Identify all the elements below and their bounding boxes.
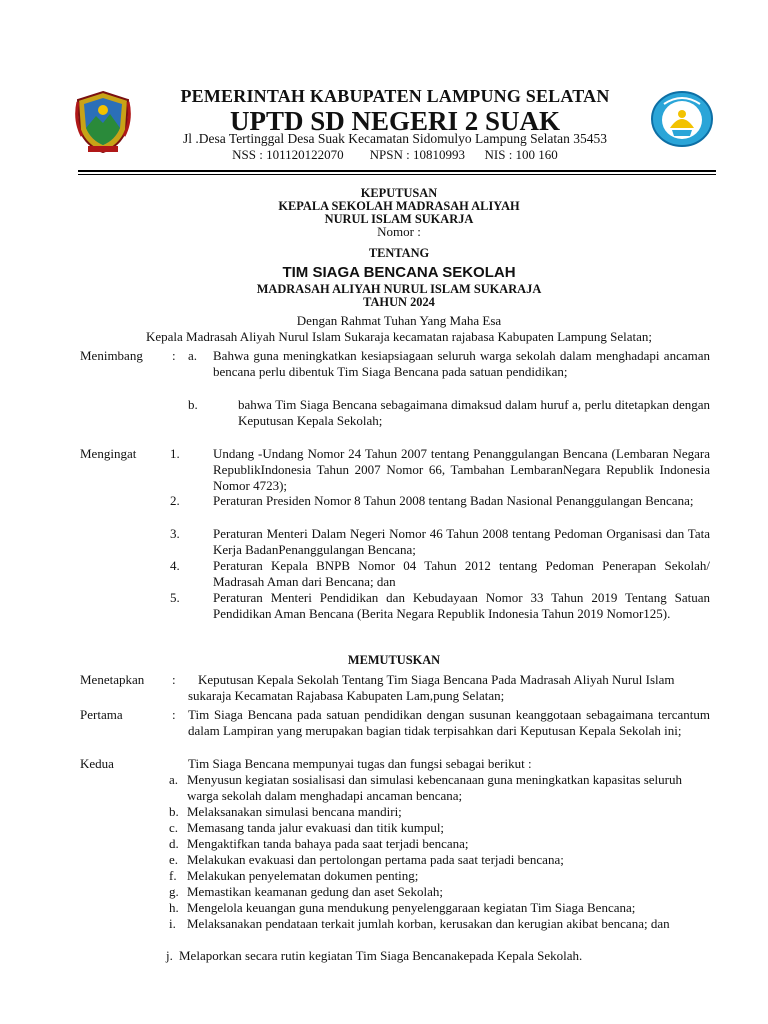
mengingat-item-5: Peraturan Menteri Pendidikan dan Kebudayaan Nomor 33 Tahun 2019 Tentang Satuan Pendidikan Aman Bencana (Berita Negara Republik Indonesia Tahun 2019 Nomor125). (213, 590, 710, 621)
kedua-intro: Tim Siaga Bencana mempunyai tugas dan fungsi sebagai berikut : (188, 756, 532, 771)
kedua-item-g: Memastikan keamanan gedung dan aset Sekolah; (187, 884, 443, 899)
kedua-mark-b: b. (169, 804, 179, 819)
school-name: UPTD SD NEGERI 2 SUAK (229, 106, 561, 136)
kedua-mark-c: c. (169, 820, 179, 835)
government-name: PEMERINTAH KABUPATEN LAMPUNG SELATAN (180, 86, 610, 106)
kedua-mark-h: h. (169, 900, 179, 915)
mengingat-item-3: Peraturan Menteri Dalam Negeri Nomor 46 Tahun 2008 tentang Pedoman Organisasi dan Tata Kerja BadanPenanggulangan Bencana; (213, 526, 710, 557)
menimbang-mark-a: a. (188, 348, 198, 363)
kedua-item-i: Melaksanakan pendataan terkait jumlah korban, kerusakan dan kerugian akibat bencana; dan (187, 916, 670, 931)
title-nurul: NURUL ISLAM SUKARJA (324, 212, 474, 226)
header-divider-thin (78, 174, 716, 175)
kedua-mark-e: e. (169, 852, 179, 867)
menetapkan-colon: : (172, 672, 176, 687)
menimbang-mark-b: b. (188, 397, 198, 412)
school-address: Jl .Desa Tertinggal Desa Suak Kecamatan Sidomulyo Lampung Selatan 35453 (183, 131, 607, 146)
title-kepala: KEPALA SEKOLAH MADRASAH ALIYAH (278, 199, 520, 213)
menimbang-item-a: Bahwa guna meningkatkan kesiapsiagaan seluruh warga sekolah dalam menghadapi ancaman bencana perlu dibentuk Tim Siaga Bencana pada satuan pendidikan; (213, 348, 710, 379)
title-tentang: TENTANG (368, 246, 430, 260)
pertama-label: Pertama (80, 707, 123, 722)
mengingat-mark-1: 1. (170, 446, 180, 461)
kedua-item-h: Mengelola keuangan guna mendukung penyelenggaraan kegiatan Tim Siaga Bencana; (187, 900, 636, 915)
kedua-mark-f: f. (169, 868, 177, 883)
school-ids: NSS : 101120122070 NPSN : 10810993 NIS : 100 160 (232, 147, 558, 162)
kedua-mark-i: i. (169, 916, 176, 931)
mengingat-mark-4: 4. (170, 558, 180, 573)
title-keputusan: KEPUTUSAN (360, 186, 438, 200)
mengingat-label: Mengingat (80, 446, 137, 461)
kedua-item-e: Melakukan evakuasi dan pertolongan pertama pada saat terjadi bencana; (187, 852, 564, 867)
header-divider-thick (78, 170, 716, 172)
kedua-item-c: Memasang tanda jalur evakuasi dan titik kumpul; (187, 820, 445, 835)
menimbang-label: Menimbang (80, 348, 143, 363)
title-madrasah: MADRASAH ALIYAH NURUL ISLAM SUKARAJA (256, 282, 542, 296)
kedua-label: Kedua (80, 756, 114, 771)
mengingat-mark-5: 5. (170, 590, 180, 605)
pertama-text: Tim Siaga Bencana pada satuan pendidikan dengan susunan keanggotaan sebagaimana tercantum dalam Lampiran yang merupakan bagian tidak terpisahkan dari Keputusan Kepala Sekolah ini; (188, 707, 710, 738)
mengingat-item-1: Undang -Undang Nomor 24 Tahun 2007 tentang Penanggulangan Bencana (Lembaran Negara RepublikIndonesia Tahun 2007 Nomor 66, Tambahan LembaranNegara Republik Indonesia Nomor 4723); (213, 446, 710, 493)
memutuskan-heading: MEMUTUSKAN (347, 653, 441, 667)
mengingat-item-2: Peraturan Presiden Nomor 8 Tahun 2008 tentang Badan Nasional Penanggulangan Bencana; (213, 493, 694, 508)
kedua-item-f: Melakukan penyelematan dokumen penting; (187, 868, 419, 883)
lampung-selatan-logo (74, 90, 132, 154)
kedua-mark-d: d. (169, 836, 179, 851)
kedua-mark-j: j. (166, 948, 173, 963)
mengingat-mark-2: 2. (170, 493, 180, 508)
title-rahmat: Dengan Rahmat Tuhan Yang Maha Esa (296, 313, 502, 328)
menimbang-colon: : (172, 348, 176, 363)
kedua-item-j: Melaporkan secara rutin kegiatan Tim Siaga Bencanakepada Kepala Sekolah. (179, 948, 583, 963)
mengingat-mark-3: 3. (170, 526, 180, 541)
menimbang-item-b: bahwa Tim Siaga Bencana sebagaimana dimaksud dalam huruf a, perlu ditetapkan dengan Keputusan Kepala Sekolah; (238, 397, 710, 428)
kedua-mark-a: a. (169, 772, 179, 787)
title-nomor: Nomor : (377, 224, 421, 239)
pertama-colon: : (172, 707, 176, 722)
mengingat-item-4: Peraturan Kepala BNPB Nomor 04 Tahun 2012 tentang Pedoman Penerapan Sekolah/ Madrasah Aman dari Bencana; dan (213, 558, 710, 589)
title-kepala-line: Kepala Madrasah Aliyah Nurul Islam Sukaraja kecamatan rajabasa Kabupaten Lampung Selatan; (145, 329, 653, 344)
kedua-item-a: Menyusun kegiatan sosialisasi dan simulasi kebencanaan guna meningkatkan kapasitas seluruh warga sekolah dalam menghadapi ancaman bencana; (187, 772, 682, 803)
kedua-mark-g: g. (169, 884, 179, 899)
menetapkan-text: Keputusan Kepala Sekolah Tentang Tim Siaga Bencana Pada Madrasah Aliyah Nurul Islam sukaraja Kecamatan Rajabasa Kabupaten Lam,pung Selatan; (188, 672, 675, 703)
kedua-item-d: Mengaktifkan tanda bahaya pada saat terjadi bencana; (187, 836, 469, 851)
tut-wuri-handayani-logo (650, 90, 714, 148)
title-tahun: TAHUN 2024 (363, 295, 435, 309)
title-tim: TIM SIAGA BENCANA SEKOLAH (282, 264, 516, 281)
kedua-item-b: Melaksanakan simulasi bencana mandiri; (187, 804, 402, 819)
menetapkan-label: Menetapkan (80, 672, 145, 687)
